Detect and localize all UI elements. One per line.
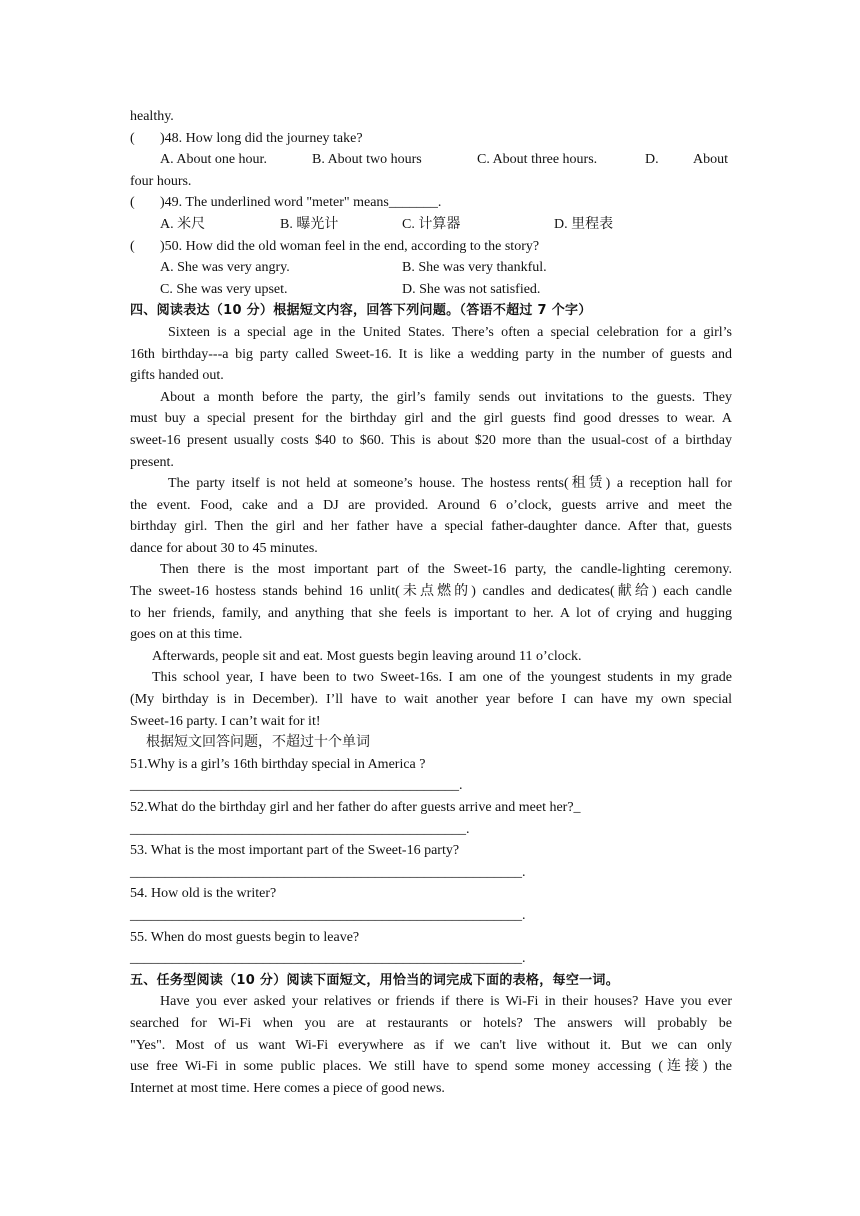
options-49 (130, 214, 732, 236)
text: healthy. (130, 109, 174, 124)
paragraph-line: present. (130, 454, 174, 470)
text-line (130, 171, 732, 193)
answer-blank-54[interactable]: ________________________________________________________. (130, 907, 526, 923)
paragraph-line: This school year, I have been to two Sweet-16s. I am one of the youngest students in my grade (152, 670, 732, 686)
section-5-heading: 五、任务型阅读（10 分）阅读下面短文，用恰当的词完成下面的表格，每空一词。 (130, 972, 620, 988)
question-54: 54. How old is the writer? (130, 886, 277, 902)
answer-paren: ( (130, 195, 135, 211)
question-55: 55. When do most guests begin to leave? (130, 929, 360, 945)
option-c: C. About three hours. (477, 152, 598, 168)
answer-blank-51[interactable]: _______________________________________________. (130, 778, 463, 794)
option-d-text: About (693, 152, 728, 168)
instruction: 根据短文回答问题，不超过十个单词 (146, 735, 370, 751)
question-51: 51.Why is a girl’s 16th birthday special in America ? (130, 756, 426, 772)
answer-blank-53[interactable]: ________________________________________________________. (130, 864, 526, 880)
paragraph-line: must buy a special present for the birthday girl and the girl guests find good dresses to wear. A (130, 411, 732, 427)
option-d: D. (645, 152, 659, 168)
paragraph-line: gifts handed out. (130, 368, 224, 384)
options-50-row1 (130, 257, 732, 279)
question-text: )50. How did the old woman feel in the end, according to the story? (160, 238, 540, 254)
answer-paren: ( (130, 130, 135, 146)
paragraph-line: The party itself is not held at someone’s house. The hostess rents(租赁) a reception hall for (168, 476, 732, 492)
option-b: B. About two hours (312, 152, 422, 168)
paragraph-line: Then there is the most important part of the Sweet-16 party, the candle-lighting ceremony. (160, 562, 732, 578)
paragraph-line: to her friends, family, and anything that she feels is important to her. A lot of crying and hugging (130, 605, 732, 621)
option-c: C. 计算器 (402, 216, 461, 232)
question-48 (130, 128, 732, 150)
answer-blank-52[interactable]: ________________________________________________. (130, 821, 470, 837)
paragraph-line: About a month before the party, the girl’s family sends out invitations to the guests. They (160, 389, 732, 405)
paragraph-line: the event. Food, cake and a DJ are provided. Around 6 o’clock, guests arrive and meet the (130, 497, 732, 513)
option-b: B. 曝光计 (280, 216, 339, 232)
paragraph-line: searched for Wi-Fi when you are at restaurants or hotels? The answers will probably be (130, 1015, 732, 1031)
section-4-heading: 四、阅读表达（10 分）根据短文内容，回答下列问题。（答语不超过 7 个字） (130, 303, 592, 319)
question-50 (130, 236, 732, 258)
paragraph-line: Afterwards, people sit and eat. Most guests begin leaving around 11 o’clock. (152, 648, 582, 664)
option-d: D. She was not satisfied. (402, 281, 541, 297)
option-c: C. She was very upset. (160, 281, 288, 297)
paragraph-line: Internet at most time. Here comes a piece of good news. (130, 1080, 445, 1096)
paragraph-line: Sixteen is a special age in the United States. There’s often a special celebration for a girl’s (168, 324, 732, 340)
paragraph-line: Have you ever asked your relatives or friends if there is Wi-Fi in their houses? Have you ever (160, 994, 732, 1010)
paragraph-line: 16th birthday---a big party called Sweet-16. It is like a wedding party in the number of guests and (130, 346, 732, 362)
question-text: )49. The underlined word "meter" means_______. (160, 195, 442, 211)
paragraph-line: dance for about 30 to 45 minutes. (130, 540, 318, 556)
paragraph-line: (My birthday is in December). I’ll have to wait another year before I can have my own special (130, 692, 732, 708)
option-b: B. She was very thankful. (402, 260, 547, 276)
paragraph-line: goes on at this time. (130, 627, 243, 643)
option-d: D. 里程表 (554, 216, 614, 232)
option-a: A. About one hour. (160, 152, 267, 168)
answer-blank-55[interactable]: ________________________________________________________. (130, 951, 526, 967)
paragraph-line: birthday girl. Then the girl and her father have a special father-daughter dance. After that, guests (130, 519, 732, 535)
option-a: A. She was very angry. (160, 260, 290, 276)
question-text: )48. How long did the journey take? (160, 130, 363, 146)
question-52: 52.What do the birthday girl and her father do after guests arrive and meet her?_ (130, 800, 581, 815)
paragraph-line: The sweet-16 hostess stands behind 16 unlit(未点燃的) candles and dedicates(献给) each candle (130, 584, 732, 600)
paragraph-line: "Yes". Most of us want Wi-Fi everywhere as if we can't live without it. But we can only (130, 1037, 732, 1053)
options-48 (130, 149, 732, 171)
option-a: A. 米尺 (160, 216, 206, 232)
exam-page (130, 106, 732, 1099)
paragraph-line: use free Wi-Fi in some public places. We still have to spend some money accessing (连接) the (130, 1059, 732, 1075)
paragraph-line: Sweet-16 party. I can’t wait for it! (130, 713, 321, 729)
text-line (130, 106, 732, 128)
question-49 (130, 192, 732, 214)
question-53: 53. What is the most important part of the Sweet-16 party? (130, 843, 460, 859)
options-50-row2 (130, 279, 732, 301)
paragraph-line: sweet-16 present usually costs $40 to $60. This is about $20 more than the usual-cost of a birthday (130, 432, 732, 448)
text: four hours. (130, 173, 192, 189)
answer-paren: ( (130, 238, 135, 254)
